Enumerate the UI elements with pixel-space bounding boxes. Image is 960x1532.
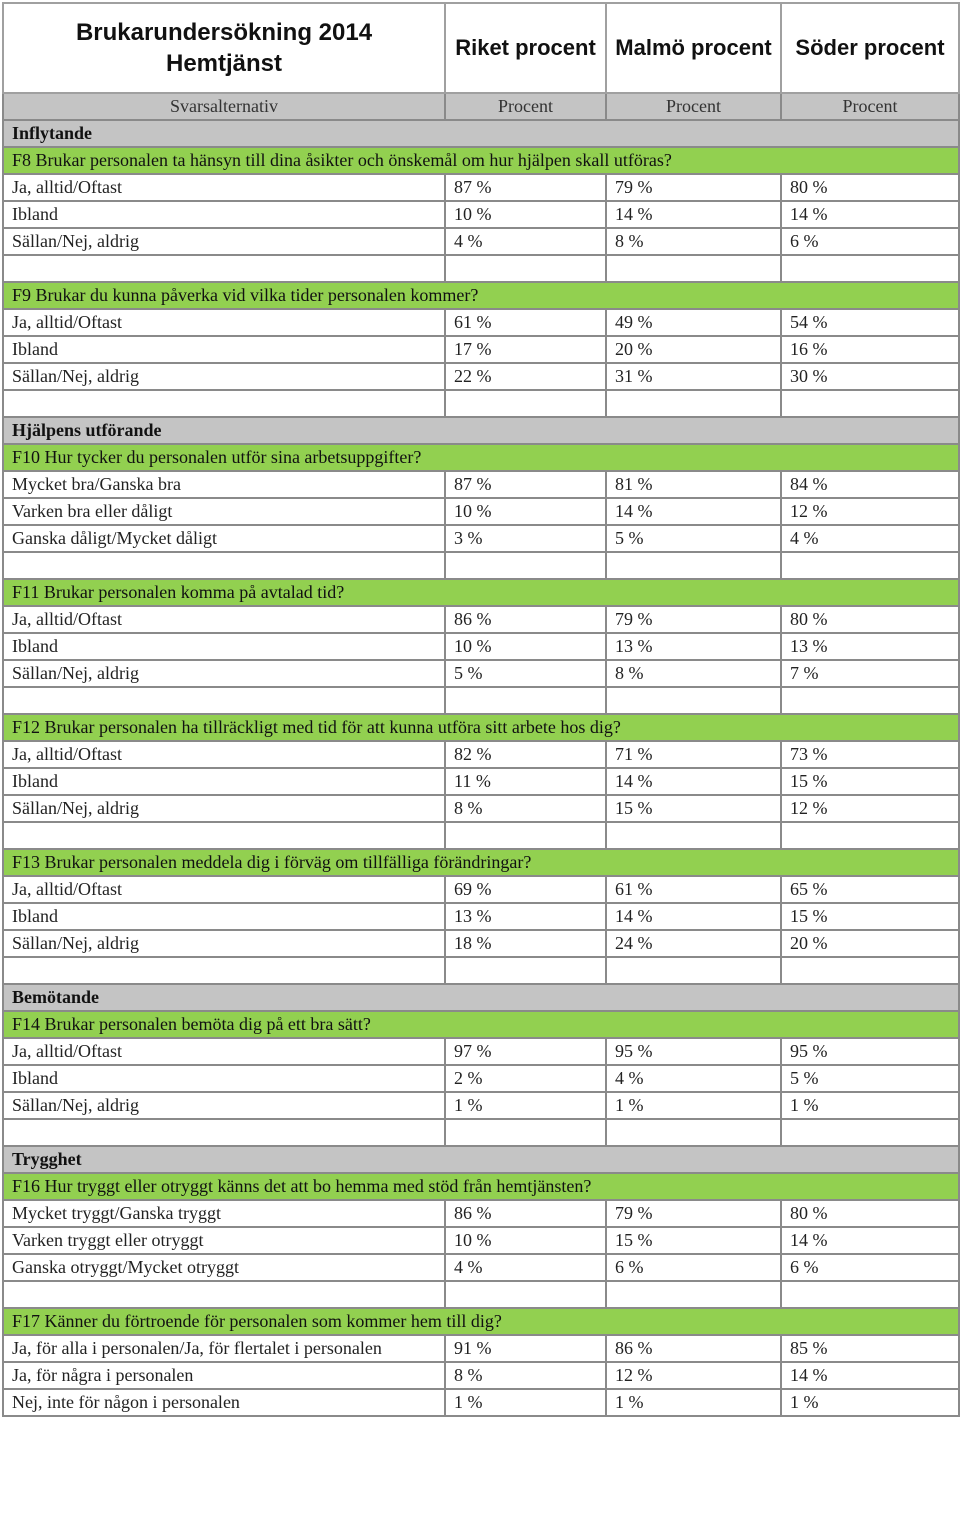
answer-label: Sällan/Nej, aldrig: [3, 930, 445, 957]
report-title-line2: Hemtjänst: [165, 50, 283, 77]
blank-cell: [606, 552, 781, 579]
question-row: [3, 714, 959, 741]
soder-value: 7 %: [781, 660, 959, 687]
soder-value: 6 %: [781, 228, 959, 255]
answer-label: Ganska dåligt/Mycket dåligt: [3, 525, 445, 552]
question-row: [3, 147, 959, 174]
soder-value: 4 %: [781, 525, 959, 552]
table-row: [3, 930, 959, 957]
subheader-procent-malmo: Procent: [606, 93, 781, 120]
blank-cell: [606, 255, 781, 282]
soder-value: 20 %: [781, 930, 959, 957]
blank-cell: [3, 552, 445, 579]
question-text: F13 Brukar personalen meddela dig i förväg om tillfälliga förändringar?: [3, 849, 959, 876]
question-text: F14 Brukar personalen bemöta dig på ett bra sätt?: [3, 1011, 959, 1038]
riket-value: 61 %: [445, 309, 606, 336]
riket-value: 3 %: [445, 525, 606, 552]
riket-value: 86 %: [445, 606, 606, 633]
answer-label: Sällan/Nej, aldrig: [3, 660, 445, 687]
question-row: [3, 1173, 959, 1200]
malmo-value: 15 %: [606, 795, 781, 822]
blank-cell: [606, 390, 781, 417]
blank-cell: [781, 822, 959, 849]
answer-label: Ja, alltid/Oftast: [3, 174, 445, 201]
answer-label: Ja, alltid/Oftast: [3, 309, 445, 336]
blank-cell: [445, 957, 606, 984]
soder-value: 12 %: [781, 498, 959, 525]
soder-value: 6 %: [781, 1254, 959, 1281]
malmo-value: 79 %: [606, 174, 781, 201]
riket-value: 8 %: [445, 795, 606, 822]
blank-cell: [606, 1119, 781, 1146]
answer-label: Ja, alltid/Oftast: [3, 876, 445, 903]
malmo-value: 4 %: [606, 1065, 781, 1092]
malmo-value: 14 %: [606, 201, 781, 228]
table-row: [3, 1200, 959, 1227]
table-row: [3, 606, 959, 633]
blank-cell: [781, 552, 959, 579]
riket-value: 2 %: [445, 1065, 606, 1092]
blank-row: [3, 552, 959, 579]
question-text: F17 Känner du förtroende för personalen som kommer hem till dig?: [3, 1308, 959, 1335]
table-row: [3, 471, 959, 498]
table-row: [3, 201, 959, 228]
table-row: [3, 1389, 959, 1416]
malmo-value: 8 %: [606, 660, 781, 687]
question-row: [3, 579, 959, 606]
survey-table: [2, 2, 960, 1417]
question-text: F16 Hur tryggt eller otryggt känns det att bo hemma med stöd från hemtjänsten?: [3, 1173, 959, 1200]
column-header-riket: Riket procent: [445, 3, 606, 93]
subheader-svarsalternativ: Svarsalternativ: [3, 93, 445, 120]
table-row: [3, 174, 959, 201]
blank-cell: [445, 687, 606, 714]
section-title: Bemötande: [3, 984, 959, 1011]
blank-cell: [781, 1119, 959, 1146]
answer-label: Mycket bra/Ganska bra: [3, 471, 445, 498]
soder-value: 15 %: [781, 768, 959, 795]
soder-value: 95 %: [781, 1038, 959, 1065]
soder-value: 30 %: [781, 363, 959, 390]
blank-row: [3, 255, 959, 282]
blank-cell: [3, 687, 445, 714]
malmo-value: 8 %: [606, 228, 781, 255]
soder-value: 73 %: [781, 741, 959, 768]
riket-value: 86 %: [445, 1200, 606, 1227]
table-row: [3, 741, 959, 768]
malmo-value: 71 %: [606, 741, 781, 768]
malmo-value: 1 %: [606, 1389, 781, 1416]
question-row: [3, 1011, 959, 1038]
riket-value: 87 %: [445, 471, 606, 498]
question-text: F11 Brukar personalen komma på avtalad tid?: [3, 579, 959, 606]
blank-cell: [3, 822, 445, 849]
riket-value: 10 %: [445, 1227, 606, 1254]
section-row: [3, 120, 959, 147]
blank-cell: [781, 957, 959, 984]
question-row: [3, 1308, 959, 1335]
section-row: [3, 417, 959, 444]
riket-value: 18 %: [445, 930, 606, 957]
riket-value: 11 %: [445, 768, 606, 795]
blank-row: [3, 957, 959, 984]
answer-label: Ibland: [3, 633, 445, 660]
soder-value: 1 %: [781, 1389, 959, 1416]
malmo-value: 14 %: [606, 498, 781, 525]
answer-label: Ibland: [3, 336, 445, 363]
column-header-soder: Söder procent: [781, 3, 959, 93]
malmo-value: 14 %: [606, 903, 781, 930]
soder-value: 80 %: [781, 174, 959, 201]
question-text: F12 Brukar personalen ha tillräckligt med tid för att kunna utföra sitt arbete hos dig?: [3, 714, 959, 741]
blank-cell: [781, 255, 959, 282]
soder-value: 16 %: [781, 336, 959, 363]
soder-value: 85 %: [781, 1335, 959, 1362]
answer-label: Sällan/Nej, aldrig: [3, 795, 445, 822]
riket-value: 97 %: [445, 1038, 606, 1065]
blank-cell: [445, 255, 606, 282]
table-row: [3, 1065, 959, 1092]
answer-label: Ibland: [3, 201, 445, 228]
malmo-value: 24 %: [606, 930, 781, 957]
answer-label: Ibland: [3, 1065, 445, 1092]
blank-cell: [3, 1119, 445, 1146]
question-row: [3, 444, 959, 471]
riket-value: 10 %: [445, 201, 606, 228]
riket-value: 1 %: [445, 1092, 606, 1119]
section-title: Trygghet: [3, 1146, 959, 1173]
soder-value: 84 %: [781, 471, 959, 498]
riket-value: 4 %: [445, 228, 606, 255]
blank-cell: [781, 1281, 959, 1308]
blank-cell: [606, 687, 781, 714]
table-row: [3, 1227, 959, 1254]
section-title: Inflytande: [3, 120, 959, 147]
answer-label: Ja, alltid/Oftast: [3, 606, 445, 633]
riket-value: 82 %: [445, 741, 606, 768]
table-row: [3, 1092, 959, 1119]
soder-value: 13 %: [781, 633, 959, 660]
blank-row: [3, 1119, 959, 1146]
blank-cell: [781, 687, 959, 714]
answer-label: Sällan/Nej, aldrig: [3, 1092, 445, 1119]
blank-row: [3, 1281, 959, 1308]
soder-value: 15 %: [781, 903, 959, 930]
section-row: [3, 1146, 959, 1173]
riket-value: 8 %: [445, 1362, 606, 1389]
answer-label: Sällan/Nej, aldrig: [3, 363, 445, 390]
header-row: [3, 3, 959, 93]
table-row: [3, 876, 959, 903]
soder-value: 80 %: [781, 606, 959, 633]
subheader-procent-soder: Procent: [781, 93, 959, 120]
table-row: [3, 228, 959, 255]
table-row: [3, 363, 959, 390]
blank-row: [3, 687, 959, 714]
answer-label: Mycket tryggt/Ganska tryggt: [3, 1200, 445, 1227]
malmo-value: 31 %: [606, 363, 781, 390]
riket-value: 13 %: [445, 903, 606, 930]
table-row: [3, 633, 959, 660]
soder-value: 14 %: [781, 201, 959, 228]
malmo-value: 79 %: [606, 606, 781, 633]
answer-label: Ibland: [3, 768, 445, 795]
malmo-value: 79 %: [606, 1200, 781, 1227]
answer-label: Sällan/Nej, aldrig: [3, 228, 445, 255]
malmo-value: 12 %: [606, 1362, 781, 1389]
riket-value: 22 %: [445, 363, 606, 390]
table-row: [3, 660, 959, 687]
soder-value: 65 %: [781, 876, 959, 903]
table-row: [3, 498, 959, 525]
answer-label: Varken bra eller dåligt: [3, 498, 445, 525]
question-text: F9 Brukar du kunna påverka vid vilka tider personalen kommer?: [3, 282, 959, 309]
soder-value: 80 %: [781, 1200, 959, 1227]
soder-value: 14 %: [781, 1227, 959, 1254]
soder-value: 5 %: [781, 1065, 959, 1092]
malmo-value: 13 %: [606, 633, 781, 660]
column-header-malmo: Malmö procent: [606, 3, 781, 93]
blank-cell: [445, 1119, 606, 1146]
riket-value: 5 %: [445, 660, 606, 687]
survey-body: [3, 3, 959, 1416]
table-row: [3, 525, 959, 552]
blank-cell: [781, 390, 959, 417]
blank-row: [3, 390, 959, 417]
malmo-value: 86 %: [606, 1335, 781, 1362]
table-row: [3, 309, 959, 336]
question-row: [3, 849, 959, 876]
soder-value: 12 %: [781, 795, 959, 822]
soder-value: 14 %: [781, 1362, 959, 1389]
blank-cell: [445, 822, 606, 849]
soder-value: 1 %: [781, 1092, 959, 1119]
report-title-line1: Brukarundersökning 2014: [75, 19, 373, 46]
table-row: [3, 768, 959, 795]
blank-cell: [445, 390, 606, 417]
answer-label: Varken tryggt eller otryggt: [3, 1227, 445, 1254]
malmo-value: 61 %: [606, 876, 781, 903]
table-row: [3, 1254, 959, 1281]
answer-label: Nej, inte för någon i personalen: [3, 1389, 445, 1416]
section-row: [3, 984, 959, 1011]
malmo-value: 14 %: [606, 768, 781, 795]
blank-cell: [606, 1281, 781, 1308]
malmo-value: 6 %: [606, 1254, 781, 1281]
malmo-value: 1 %: [606, 1092, 781, 1119]
malmo-value: 15 %: [606, 1227, 781, 1254]
blank-cell: [3, 255, 445, 282]
riket-value: 17 %: [445, 336, 606, 363]
riket-value: 10 %: [445, 633, 606, 660]
soder-value: 54 %: [781, 309, 959, 336]
riket-value: 1 %: [445, 1389, 606, 1416]
riket-value: 69 %: [445, 876, 606, 903]
table-row: [3, 1335, 959, 1362]
blank-cell: [606, 822, 781, 849]
table-row: [3, 795, 959, 822]
blank-row: [3, 822, 959, 849]
blank-cell: [606, 957, 781, 984]
answer-label: Ja, alltid/Oftast: [3, 1038, 445, 1065]
table-row: [3, 1362, 959, 1389]
question-row: [3, 282, 959, 309]
malmo-value: 20 %: [606, 336, 781, 363]
column-subheader-row: [3, 93, 959, 120]
riket-value: 4 %: [445, 1254, 606, 1281]
table-row: [3, 903, 959, 930]
blank-cell: [3, 1281, 445, 1308]
report-title: [3, 3, 445, 93]
question-text: F8 Brukar personalen ta hänsyn till dina åsikter och önskemål om hur hjälpen skall utföras?: [3, 147, 959, 174]
blank-cell: [445, 552, 606, 579]
riket-value: 91 %: [445, 1335, 606, 1362]
answer-label: Ganska otryggt/Mycket otryggt: [3, 1254, 445, 1281]
answer-label: Ja, alltid/Oftast: [3, 741, 445, 768]
malmo-value: 81 %: [606, 471, 781, 498]
section-title: Hjälpens utförande: [3, 417, 959, 444]
malmo-value: 5 %: [606, 525, 781, 552]
malmo-value: 95 %: [606, 1038, 781, 1065]
blank-cell: [3, 390, 445, 417]
malmo-value: 49 %: [606, 309, 781, 336]
answer-label: Ibland: [3, 903, 445, 930]
table-row: [3, 1038, 959, 1065]
riket-value: 10 %: [445, 498, 606, 525]
blank-cell: [445, 1281, 606, 1308]
answer-label: Ja, för några i personalen: [3, 1362, 445, 1389]
riket-value: 87 %: [445, 174, 606, 201]
table-row: [3, 336, 959, 363]
blank-cell: [3, 957, 445, 984]
question-text: F10 Hur tycker du personalen utför sina arbetsuppgifter?: [3, 444, 959, 471]
answer-label: Ja, för alla i personalen/Ja, för flertalet i personalen: [3, 1335, 445, 1362]
subheader-procent-riket: Procent: [445, 93, 606, 120]
